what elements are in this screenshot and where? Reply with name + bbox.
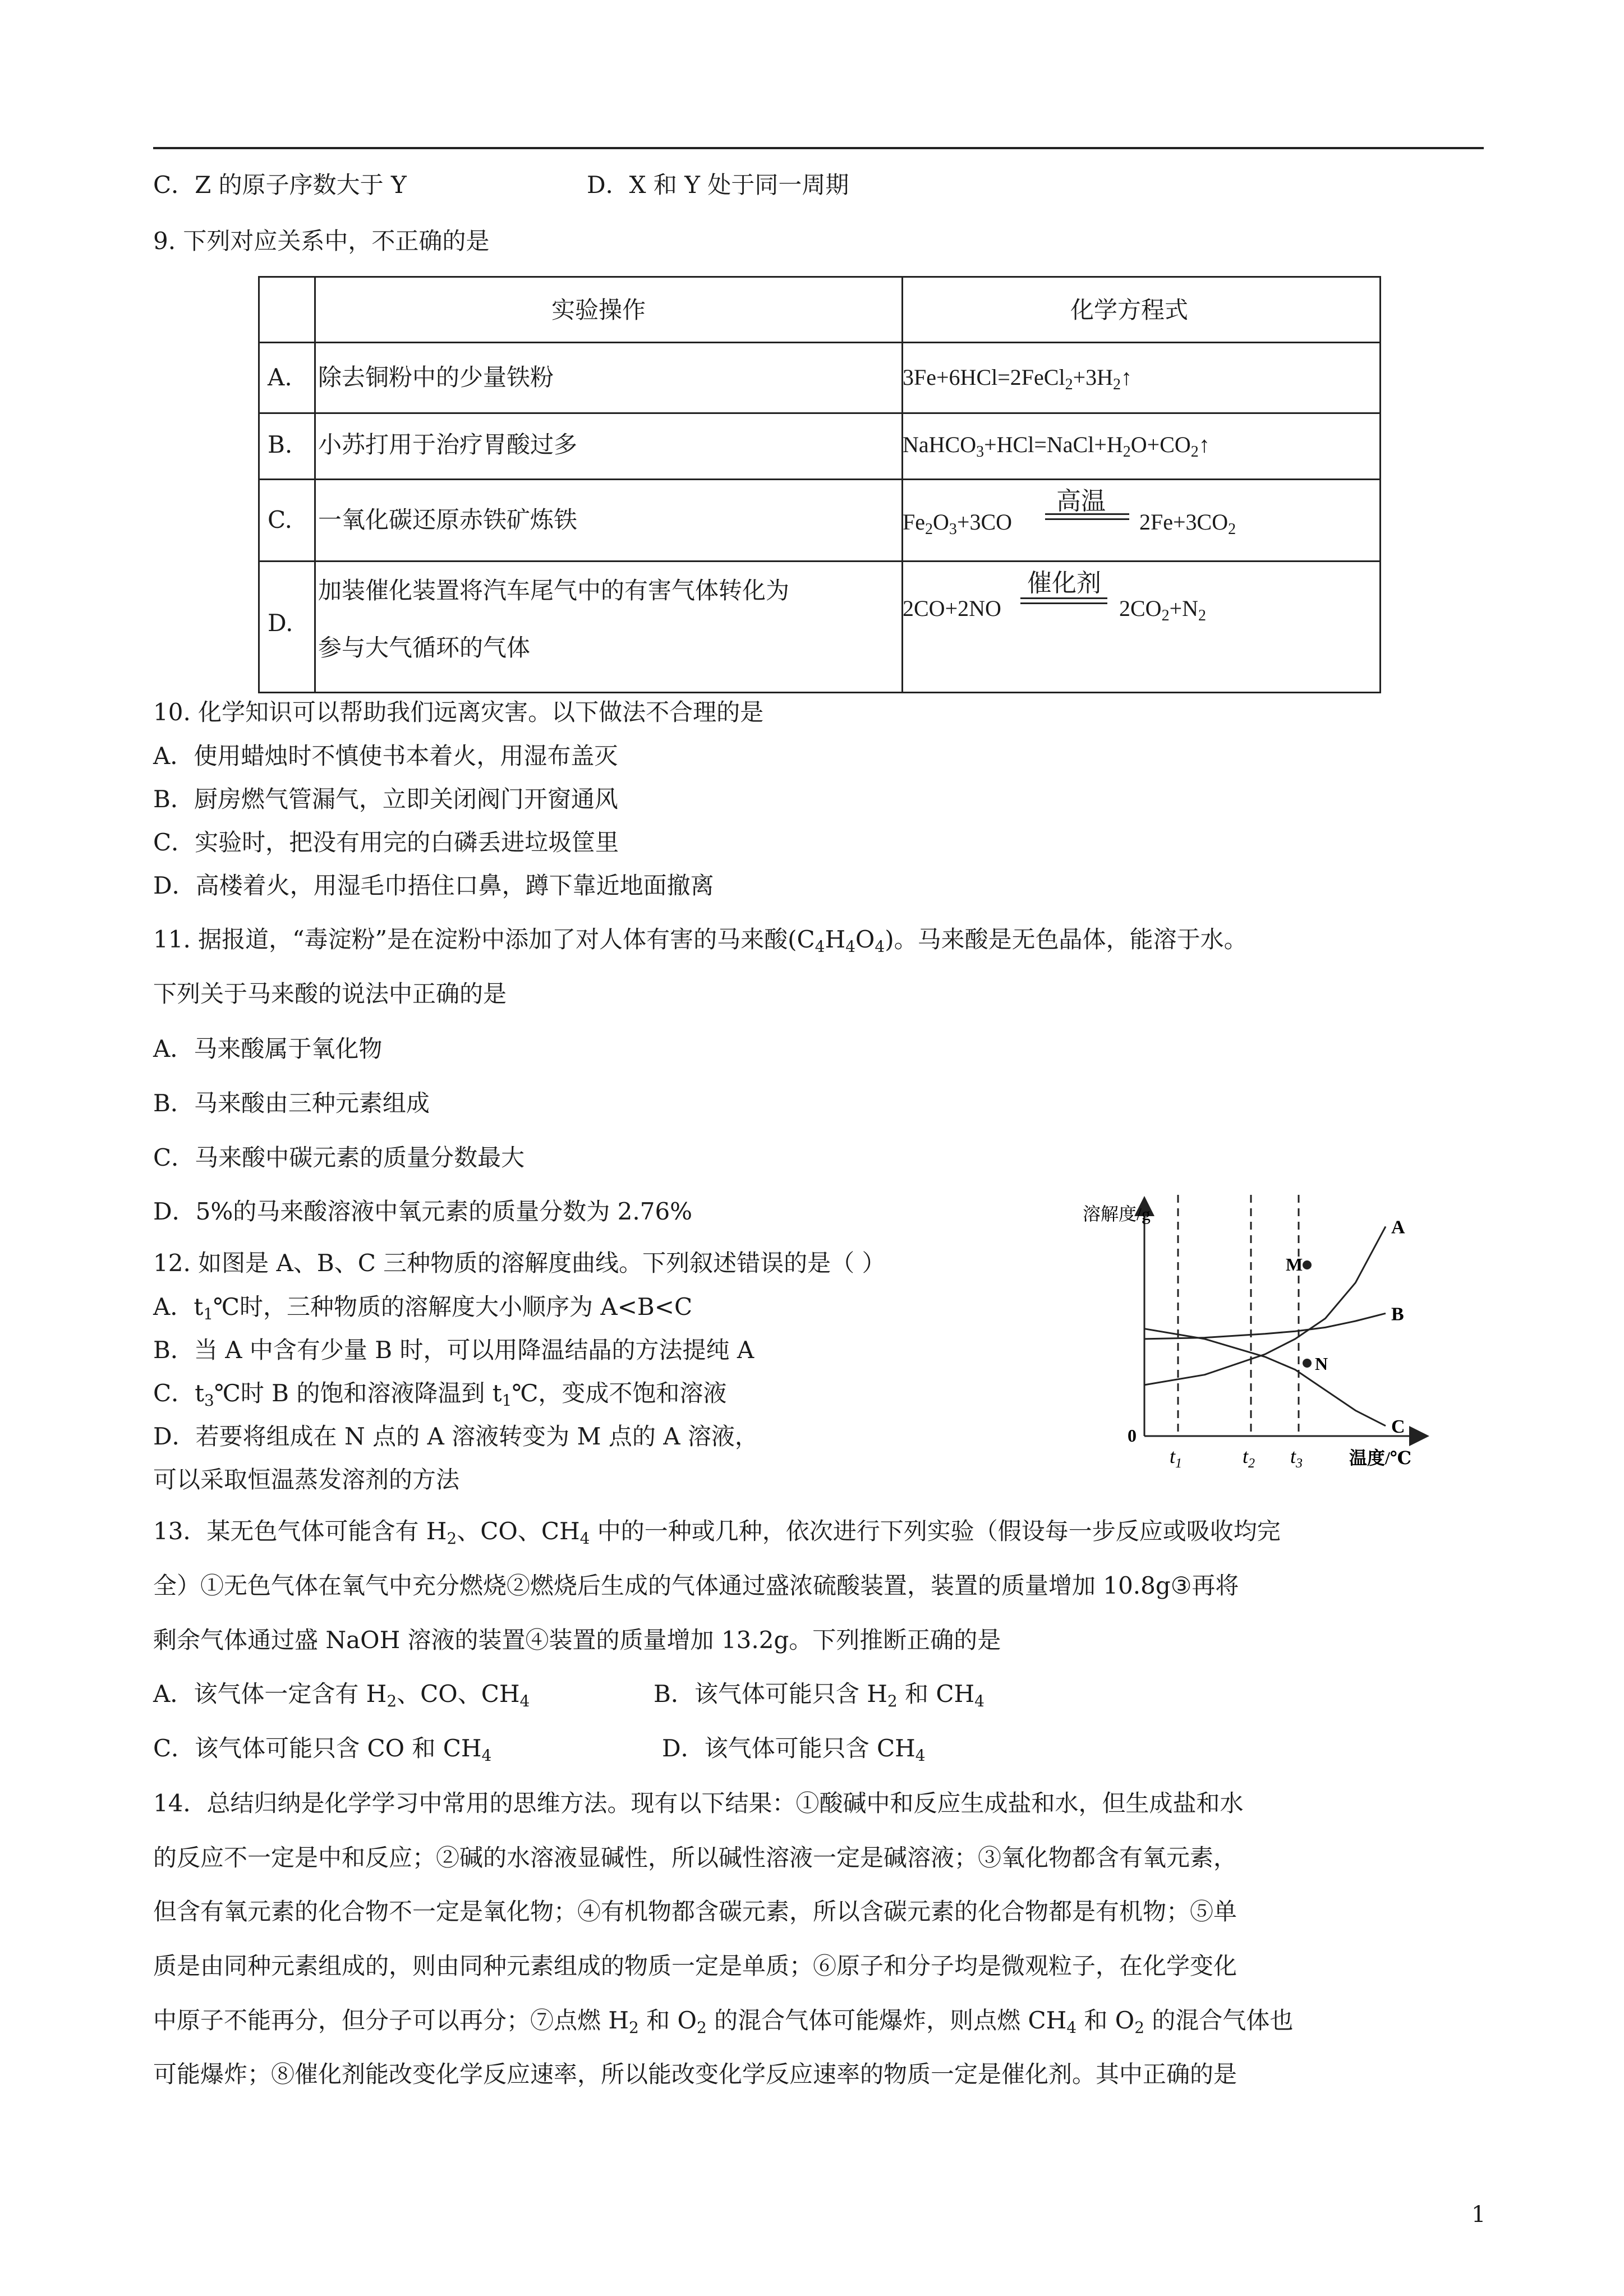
- series-a-line: [1144, 1226, 1386, 1385]
- page-number: 1: [1471, 2202, 1486, 2228]
- q14-line4: 质是由同种元素组成的，则由同种元素组成的物质一定是单质；⑥原子和分子均是微观粒子，在化学变化: [153, 1952, 1237, 1980]
- q13-option-d: D．该气体可能只含 $CH_4$: [662, 1734, 926, 1765]
- point-m: [1303, 1260, 1312, 1269]
- q9-stem: 9. 下列对应关系中，不正确的是: [153, 227, 490, 255]
- series-c-line: [1144, 1329, 1386, 1426]
- q14-line1: 14．总结归纳是化学学习中常用的思维方法。现有以下结果：①酸碱中和反应生成盐和水，但生成盐和水: [153, 1789, 1244, 1817]
- q8-option-c: C．Z 的原子序数大于 Y: [153, 171, 407, 199]
- q12-option-a: A．$t_1℃$时，三种物质的溶解度大小顺序为 A<B<C: [153, 1293, 693, 1323]
- q9-row-b-equation: $NaHCO_3+HCl=NaCl+H_2O+CO_2↑$: [903, 432, 1210, 461]
- q11-stem-line2: 下列关于马来酸的说法中正确的是: [153, 980, 507, 1007]
- point-n-label: N: [1315, 1354, 1328, 1374]
- q14-line2: 的反应不一定是中和反应；②碱的水溶液显碱性，所以碱性溶液一定是碱溶液；③氧化物都含有氧元素，: [153, 1844, 1237, 1871]
- tick-label-t3: $t_3$: [1290, 1445, 1303, 1471]
- q9-row-d-products: $2CO_2+N_2$: [1119, 596, 1207, 624]
- point-m-label: M: [1286, 1254, 1303, 1274]
- q9-row-d-operation-line1: 加装催化装置将汽车尾气中的有害气体转化为: [318, 577, 790, 604]
- q8-option-d: D．X 和 Y 处于同一周期: [587, 171, 849, 199]
- q11-option-c: C．马来酸中碳元素的质量分数最大: [153, 1144, 525, 1171]
- q12-stem: 12. 如图是 A、B、C 三种物质的溶解度曲线。下列叙述错误的是（ ）: [153, 1249, 886, 1277]
- q14-line6: 可能爆炸；⑧催化剂能改变化学反应速率，所以能改变化学反应速率的物质一定是催化剂。其中正确的是: [153, 2060, 1237, 2088]
- q11-option-b: B．马来酸由三种元素组成: [153, 1089, 430, 1117]
- q9-row-d-condition: 催化剂: [1027, 569, 1101, 597]
- q9-row-a-label: A.: [268, 364, 292, 391]
- q9-row-d-operation-line2: 参与大气循环的气体: [318, 634, 531, 661]
- series-a-label: A: [1391, 1217, 1405, 1238]
- q9-row-c-equals-sign: [1045, 513, 1129, 520]
- q9-header-equation: 化学方程式: [1070, 296, 1189, 324]
- origin-label: 0: [1128, 1425, 1137, 1446]
- q9-row-c-reactants: $Fe_2O_3+3CO$: [903, 509, 1013, 538]
- q10-stem: 10. 化学知识可以帮助我们远离灾害。以下做法不合理的是: [153, 698, 764, 726]
- q14-line3: 但含有氧元素的化合物不一定是氧化物；④有机物都含碳元素，所以含碳元素的化合物都是有机物；⑤单: [153, 1898, 1237, 1925]
- q9-row-a-operation: 除去铜粉中的少量铁粉: [318, 364, 554, 391]
- q13-option-c: C．该气体可能只含 CO 和 $CH_4$: [153, 1734, 492, 1765]
- solubility-chart: [1083, 1195, 1442, 1475]
- q14-line5: 中原子不能再分，但分子可以再分；⑦点燃 $H_2$ 和 $O_2$ 的混合气体可能爆炸，则点燃 $CH_4$ 和 $O_2$ 的混合气体也: [153, 2007, 1294, 2037]
- point-n: [1303, 1359, 1312, 1368]
- y-axis-label: 溶解度/g: [1083, 1204, 1151, 1224]
- series-b-label: B: [1391, 1304, 1404, 1325]
- q10-option-b: B．厨房燃气管漏气，立即关闭阀门开窗通风: [153, 785, 618, 813]
- q11-stem-line1: 11. 据报道，“毒淀粉”是在淀粉中添加了对人体有害的马来酸$(C_4H_4O_4)$。马来酸是无色晶体，能溶于水。: [153, 926, 1248, 956]
- q12-option-c: C．$t_3℃$时 B 的饱和溶液降温到 $t_1℃$，变成不饱和溶液: [153, 1379, 727, 1410]
- q9-row-c-condition: 高温: [1056, 487, 1106, 516]
- q13-stem-line1: 13．某无色气体可能含有 $H_2$、CO、$CH_4$ 中的一种或几种，依次进行下列实验（假设每一步反应或吸收均完: [153, 1517, 1281, 1548]
- series-c-label: C: [1391, 1416, 1405, 1437]
- q9-row-d-equals-sign: [1020, 597, 1107, 604]
- q10-option-c: C．实验时，把没有用完的白磷丢进垃圾筐里: [153, 829, 619, 856]
- tick-label-t2: $t_2$: [1243, 1445, 1255, 1471]
- header-rule: [153, 147, 1484, 149]
- q9-row-d-label: D.: [268, 609, 293, 637]
- x-axis-label: 温度/℃: [1349, 1448, 1412, 1468]
- q12-option-b: B．当 A 中含有少量 B 时，可以用降温结晶的方法提纯 A: [153, 1336, 755, 1364]
- q9-row-b-operation: 小苏打用于治疗胃酸过多: [318, 431, 578, 458]
- tick-label-t1: $t_1$: [1170, 1445, 1183, 1471]
- q13-option-a: A．该气体一定含有 $H_2$、CO、$CH_4$: [153, 1680, 530, 1710]
- q9-row-d-reactants: 2CO+2NO: [903, 596, 1001, 621]
- q12-option-d-line1: D．若要将组成在 N 点的 A 溶液转变为 M 点的 A 溶液，: [153, 1423, 758, 1450]
- q9-row-c-products: $2Fe+3CO_2$: [1139, 509, 1236, 538]
- q9-row-c-operation: 一氧化碳还原赤铁矿炼铁: [318, 506, 578, 533]
- q12-option-d-line2: 可以采取恒温蒸发溶剂的方法: [153, 1466, 460, 1493]
- q11-option-d: D．5%的马来酸溶液中氧元素的质量分数为 2.76%: [153, 1198, 693, 1225]
- q13-option-b: B．该气体可能只含 $H_2$ 和 $CH_4$: [654, 1680, 984, 1710]
- q9-table: [258, 276, 1381, 693]
- series-layer: [1144, 1217, 1405, 1437]
- q13-stem-line2: 全）①无色气体在氧气中充分燃烧②燃烧后生成的气体通过盛浓硫酸装置，装置的质量增加 10.8g③再将: [153, 1572, 1239, 1599]
- q13-stem-line3: 剩余气体通过盛 NaOH 溶液的装置④装置的质量增加 13.2g。下列推断正确的是: [153, 1626, 1001, 1654]
- q10-option-a: A．使用蜡烛时不慎使书本着火，用湿布盖灭: [153, 742, 618, 770]
- q9-row-c-label: C.: [268, 506, 292, 533]
- q9-row-a-equation: $3Fe+6HCl=2FeCl_2+3H_2↑$: [903, 365, 1133, 393]
- q9-row-b-label: B.: [268, 431, 293, 458]
- q10-option-d: D．高楼着火，用湿毛巾捂住口鼻，蹲下靠近地面撤离: [153, 872, 714, 899]
- q9-header-operation: 实验操作: [551, 296, 646, 324]
- q11-option-a: A．马来酸属于氧化物: [153, 1035, 383, 1062]
